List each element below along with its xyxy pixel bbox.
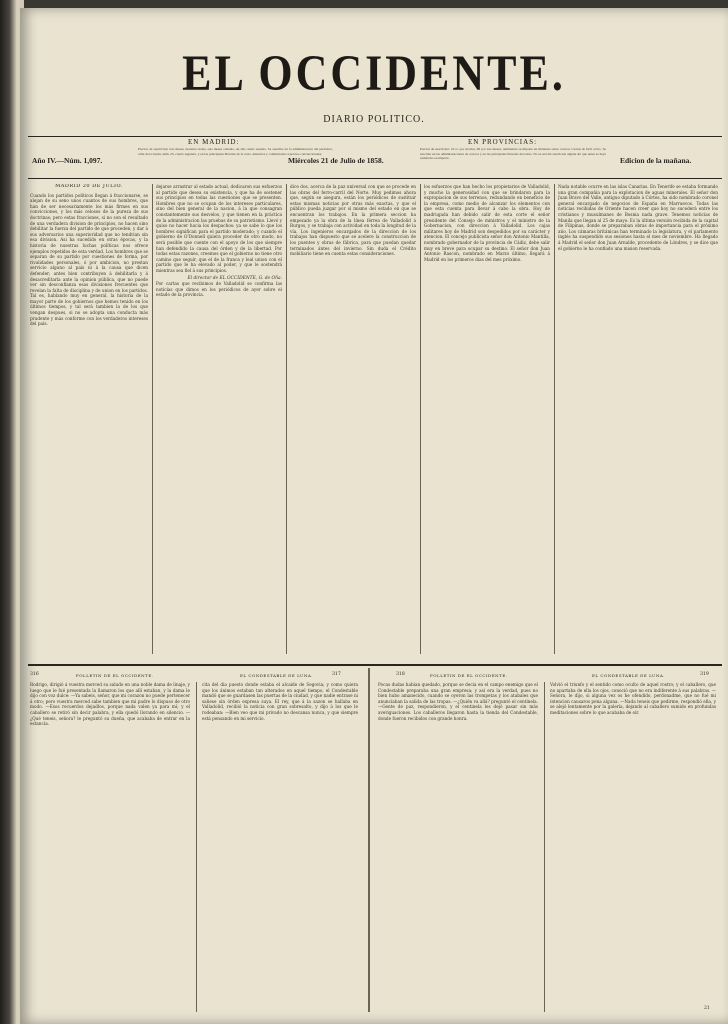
column-1 xyxy=(30,184,148,654)
column-divider xyxy=(196,682,197,1012)
provincias-label: EN PROVINCIAS: xyxy=(468,138,538,146)
issue-number: Año IV.—Núm. 1,097. xyxy=(32,156,103,165)
feuilleton-header: FOLLETIN DE EL OCCIDENTE. xyxy=(76,673,154,678)
signature-mark: 21 xyxy=(704,1006,710,1011)
page-number: 317 xyxy=(332,672,341,677)
section-heading: MADRID 20 DE JULIO. xyxy=(55,184,123,189)
column-3-text: dice dos, acerca de la paz universal con que se procede en las obras del ferro-carril del Norte. Muy pedimos ahora que, según se asegura, están los periódicos de sustituir estas mismas noticias por otras más exactas, y que el público pueda juzgar por sí mismo del estado en que se encuentran los trabajos. En la primera seccion ha empezado ya la obra de la línea férrea de Valladolid á Burgos, y se trabaja con actividad en toda la longitud de la vía. Los ingenieros encargados de la direccion de los trabajos han dispuesto que se acelere la construccion de los puentes y obras de fábrica, para que puedan quedar terminados ántes del invierno. Sin duda el Crédito mobiliario tiene en cuenta estas consideraciones. xyxy=(290,184,416,257)
column-5 xyxy=(558,184,718,654)
column-divider xyxy=(554,184,555,654)
madrid-terms: Precios de suscricion: tres meses cuarenta reales, seis meses ochenta, un año ciento sesenta. Se suscribe en la administracion del periódico, calle de la Greda, núm. 25, cuarto segundo, y en las principales librerías de la corte. Anuncios y comunicados á precios convencionales. xyxy=(138,147,333,156)
editor-signature: El director de EL OCCIDENTE, G. de Oña. xyxy=(187,275,282,281)
page-gutter xyxy=(368,668,370,1012)
feuilleton-column-1 xyxy=(30,682,190,1012)
rule-top xyxy=(28,136,722,137)
feuilleton-column-3 xyxy=(378,682,538,1012)
feuilleton-text: Pocas dudas habian quedado, porque se decia en el campo enemigo que el Condestable preparaba una gran empresa; y asi era la verdad, pues no bien hubo amanecido, cuando se oyeron las trompetas y los atabales que anunciaban la salida de las tropas. —¿Quién va allá? preguntó el centinela. —Gente de paz, respondieron, y el centinela les dejó pasar sin más averiguaciones. Los caballeros llegaron hasta la tienda del Condestable, donde fueron recibidos con grande honra. xyxy=(378,682,538,721)
column-3 xyxy=(290,184,416,654)
issue-date: Miércoles 21 de Julio de 1858. xyxy=(288,156,384,165)
page-number: 318 xyxy=(396,672,405,677)
masthead-subtitle: DIARIO POLITICO. xyxy=(323,114,425,125)
page-number: 316 xyxy=(30,672,39,677)
rule-feuilleton xyxy=(28,664,722,666)
column-4 xyxy=(424,184,550,654)
column-divider xyxy=(544,682,545,1012)
page-number: 319 xyxy=(700,672,709,677)
feuilleton-text: Rodrigo, dirigió á vuestra merced su saludo en una noble dama de linaje, y luego que le fué presentada la llamaron los que allí estaban, y la dama le dijo con voz dulce: —Ya sabeis, señor, que mi corazon no puede pertenecer á otro; pero vuestra merced sabe tambien que mi padre lo dispuso de otro modo. —Esos recuerdos dejadlos, porque nada valen ya para mí; y el caballero se retiró sin decir palabra, y ella quedó llorando en silencio. —¿Qué teneis, señora? le preguntó su dueña, que acababa de entrar en la estancia. xyxy=(30,682,190,727)
madrid-label: EN MADRID: xyxy=(188,138,240,146)
feuilleton-header: EL CONDESTABLE DE LUNA. xyxy=(240,673,314,678)
masthead-title: EL OCCIDENTE. xyxy=(182,45,566,102)
column-2 xyxy=(156,184,282,654)
feuilleton-text: Volvió el triunfo y el sentido como oculto de aquel rostro; y el caballero, que no apartaba de ella los ojos, conoció que no era indiferente á sus palabras. —Señora, le dijo, si alguna vez os he ofendido, perdonadme, que no fué mi intencion causaros pena alguna. —Nada teneis que pedirme, respondió ella, y se alejó lentamente por la galería, dejando al caballero sumido en profundas meditaciones sobre lo que acababa de oir. xyxy=(550,682,716,715)
feuilleton-column-4 xyxy=(550,682,716,1004)
column-5-text: Nada notable ocurre en las islas Canarias. En Tenerife se estaba formando una gran compañía para la explotacion de aguas minerales. El señor don Juan Bravo del Valle, antiguo diputado á Córtes, ha sido nombrado coronel general encargado de negocios de España en Marruecos. Todas las noticias recibidas de Oriente hacen creer que hoy no sucederá entre los cristianos y musulmanes de Bosnia nada grave. Tenemos noticias de Manila que llegan al 25 de mayo. Es la última versión recibida de la capital de Filipinas, donde se preparaban obras de importancia para el próximo año. Los cámaras británicas han terminado la legislatura, y el parlamento inglés ha suspendido sus sesiones hasta el mes de noviembre. Ha llegado á Madrid el señor don Juan Arnalde, procedente de Lóndres, y se dice que el gobierno le ha confiado una mision reservada. xyxy=(558,184,718,251)
feuilleton-header: FOLLETIN DE EL OCCIDENTE. xyxy=(430,673,508,678)
column-1-text: Cuando los partidos políticos llegan á fraccionarse, se alejan de su seno unos cuantos de sus hombres, que han de ser necesariamente los más firmes en sus convicciones, y los más celosos de la pureza de sus doctrinas; pero estas fracciones, si no son el resultado de una verdadera division de principios, no hacen sino debilitar la fuerza del partido de que proceden, y dar á sus adversarios una superioridad que no tendrian sin esa division. Asi ha sucedido en otras épocas, y la historia de nuestras luchas políticas nos ofrece ejemplos repetidos de esta verdad. Los hombres que se separan de su partido por cuestiones de forma, por rivalidades personales, ó por ambicion, no prestan servicio alguno al país ni á la causa que dicen defender; antes bien contribuyen á debilitarla y á desacreditarla ante la opinion pública, que no puede ver sin desconfianza esas divisiones frecuentes que revelan la falta de disciplina y de union en los partidos. Tal es, hablando muy en general, la historia de la mayor parte de los gobiernos que hemos tenido en los últimos tiempos, y tal será tambien la de los que vengan despues, si no se adopta una conducta más prudente y más conforme con los verdaderos intereses del país. xyxy=(30,192,148,327)
newspaper-page xyxy=(20,8,728,1024)
feuilleton-text: cita del dia puesto donde estaba el alcaide de Segovia; y como quiera que los ánimos estaban tan alterados en aquel tiempo, el Condestable mandó que se guardasen las puertas de la ciudad, y que nadie entrase ni saliese sin órden expresa suya. El rey, que á la sazon se hallaba en Valladolid, recibió la noticia con gran sobresalto, y dijo á los que le rodeaban: —Bien veo que mi privado no descansa nunca, y que siempre está pensando en mi servicio. xyxy=(202,682,358,721)
edition-label: Edicion de la mañana. xyxy=(620,156,692,165)
column-divider xyxy=(420,184,421,654)
column-2-text: dejarse arrastrar al estado actual, dedicaron sus esfuerzos al partido que desea su existencia, y que ha de sostener sus principios en todas las cuestiones que se presenten. Hombres que no se ocupan de los intereses particulares, sino del bien general de la nacion, á la que consagran constantemente sus desvelos, y que tienen en la práctica de la administracion las pruebas de su patriotismo. Llevó y quiso no hacer hacia los despachos: ya se sabe lo que los hombres significan para el partido moderado; y cuando el gobierno de O'Donnell quiera proceder de otro modo, no será posible que cuente con el apoyo de los que siempre han defendido la causa del órden y de la libertad. Por todas estas razones, creemos que el gobierno no tiene otro camino que seguir, que el de la franca y leal union con el partido que le ha elevado al poder, y que le sostendrá mientras sea fiel á sus principios. xyxy=(156,184,282,273)
rule-under-info xyxy=(28,178,722,179)
feuilleton-header: EL CONDESTABLE DE LUNA. xyxy=(592,673,666,678)
feuilleton-column-2 xyxy=(202,682,358,1012)
column-2-tail: Por cartas que recibimos de Valladolid se confirma las noticias que dimos en los periódicos de ayer sobre el estado de la provincia. xyxy=(156,281,282,298)
column-divider xyxy=(152,184,153,654)
column-4-text: los esfuerzos que han hecho los propietarios de Valladolid, y mucho la generosidad con que se brindaron para la expropiacion de sus terrenos, redundando en beneficio de la empresa, como medio de alcanzar los elementos con que esta cuenta para llevar á cabo la obra. Hoy de madrugada han debido salir de esta corte el señor presidente del Consejo de ministros y el ministro de la Gobernacion, con direccion á Valladolid. Los cajas militares hoy de Madrid son despedidos por su carácter y atencion. El concejo publicista señor don Antonio Mantilla, nombrado gobernador de la provincia de Cádiz, debe salir muy en breve para ocupar su destino. El señor don Juan Antonio Rascon, nombrado en Marzo último, llegará á Madrid en los primeros dias del mes próximo. xyxy=(424,184,550,262)
provincias-terms: Precios de suscricion: 22 rs. por un mes, 60 por tres meses, remitiendo su importe en libranzas sobre correos ó letras de fácil cobro. Se suscribe en las administraciones de correos y en las principales librerías del reino. No se servirá suscricion alguna sin que antes se haya satisfecho su importe. xyxy=(420,147,606,161)
column-divider xyxy=(286,184,287,654)
